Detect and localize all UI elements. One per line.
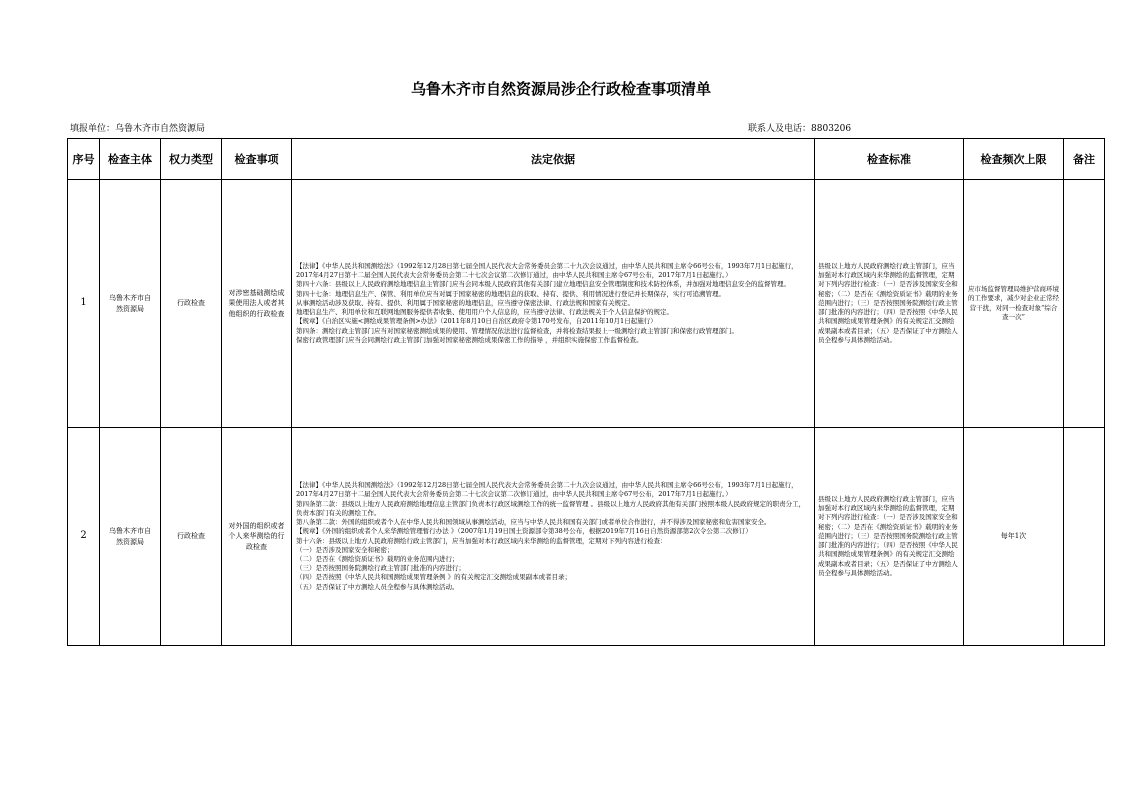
row-standard: 县级以上地方人民政府测绘行政主管部门，应当加强对本行政区域内来华测绘的监督管理，定期对下列内容进行检查：（一）是否涉及国家安全和秘密；（二）是否在《测绘资质证书》载明的业务范围内进行；（三）是否按照国务院测绘行政主管部门批准的内容进行；（四）是否按照《中华人民共和国测绘成果管理条例》的有关规定汇交测绘成果副本或者目录；（五）是否保证了中方测绘人员全程参与具体测绘活动。: [815, 428, 964, 646]
row-subject: 乌鲁木齐市自然资源局: [100, 180, 161, 428]
contact-info: [748, 121, 851, 134]
row-subject: 乌鲁木齐市自然资源局: [100, 428, 161, 646]
row-note: [1064, 428, 1105, 646]
header-seq: 序号: [68, 139, 100, 180]
fill-unit: [70, 121, 205, 134]
row-item: 对涉密基础测绘成果使用法人或者其他组织的行政检查: [222, 180, 292, 428]
table-row: [68, 180, 1105, 428]
row-power-type: 行政检查: [161, 428, 222, 646]
row-legal-basis: 【法律】《中华人民共和国测绘法》（1992年12月28日第七届全国人民代表大会常务委员会第二十九次会议通过，由中华人民共和国主席令66号公布，1993年7月1日起施行，2017年4月27日第十二届全国人民代表大会常务委员会第二十七次会议第二次修订通过，由中华人民共和国主席令67号公布，2017年7月1日起施行。） 第四条第二款：县级以上地方人民政府测绘地理信息主管部门负责本行政区域测绘工作的统一监督管理 。县级以上地方人民政府其他有关部门按照本级人民政府规定的职责分工，负责本部门有关的测绘工作。 第八条第二款：外国的组织或者个人在中华人民共和国领域从事测绘活动，应当与中华人民共和国有关部门或者单位合作进行，并不得涉及国家秘密和危害国家安全。 【规章】《外国的组织或者个人来华测绘管理暂行办法 》（2007年1月19日国土资源部令第38号公布，根据2019年7月16日自然资源部第2次令公第二次修订） 第十六条：县级以上地方人民政府测绘行政主管部门，应当加强对本行政区域内来华测绘的监督管理，定期对下列内容进行检查： （一）是否涉及国家安全和秘密； （二）是否在《测绘资质证书》载明的业务范围内进行； （三）是否按照国务院测绘行政主管部门批准的内容进行； （四）是否按照《中华人民共和国测绘成果管理条例 》的有关规定汇交测绘成果副本或者目录； （五）是否保证了中方测绘人员全程参与具体测绘活动。: [292, 428, 815, 646]
row-item: 对外国的组织或者个人来华测绘的行政检查: [222, 428, 292, 646]
row-standard: 县级以上地方人民政府测绘行政主管部门，应当加强对本行政区域内来华测绘的监督管理，定期对下列内容进行检查：（一）是否涉及国家安全和秘密；（二）是否在《测绘资质证书》载明的业务范围内进行；（三）是否按照国务院测绘行政主管部门批准的内容进行；（四）是否按照《中华人民共和国测绘成果管理条例》的有关规定汇交测绘成果副本或者目录；（五）是否保证了中方测绘人员全程参与具体测绘活动。: [815, 180, 964, 428]
inspection-table: [67, 138, 1105, 646]
row-frequency: 应市场监督管理局维护营商环境的工作要求，减少对企业正常经营干扰，对同一检查对象“综合查一次”: [964, 180, 1064, 428]
row-power-type: 行政检查: [161, 180, 222, 428]
header-item: 检查事项: [222, 139, 292, 180]
table-row: [68, 428, 1105, 646]
header-row: [68, 139, 1105, 180]
header-subject: 检查主体: [100, 139, 161, 180]
header-power-type: 权力类型: [161, 139, 222, 180]
header-frequency: 检查频次上限: [964, 139, 1064, 180]
row-legal-basis: 【法律】《中华人民共和国测绘法》（1992年12月28日第七届全国人民代表大会常务委员会第二十九次会议通过，由中华人民共和国主席令66号公布，1993年7月1日起施行，2017年4月27日第十二届全国人民代表大会常务委员会第二十七次会议第二次修订通过，由中华人民共和国主席令67号公布，2017年7月1日起施行。） 第四十六条：县级以上人民政府测绘地理信息主管部门应当会同本级人民政府其他有关部门建立地理信息安全管理制度和技术防控体系，并加强对地理信息安全的监督管理。 第四十七条：地理信息生产、保管、利用单位应当对属于国家秘密的地理信息的获取、持有、提供、利用情况进行登记并长期保存，实行可追溯管理。 从事测绘活动涉及获取、持有、提供、利用属于国家秘密的地理信息，应当遵守保密法律、行政法规和国家有关规定。 地理信息生产、利用单位和互联网地图服务提供者收集、使用用户个人信息的，应当遵守法律、行政法规关于个人信息保护的规定。 【规章】《自治区实施<测绘成果管理条例>办法》（2011年8月10日自治区政府令第170号发布，自2011年10月1日起施行） 第四条：测绘行政主管部门应当对国家秘密测绘成果的使用、管理情况依法进行监督检查，并将检查结果报上一级测绘行政主管部门和保密行政管理部门。 保密行政管理部门应当会同测绘行政主管部门加强对国家秘密测绘成果保密工作的指导 ，并组织实施保密工作监督检查。: [292, 180, 815, 428]
row-note: [1064, 180, 1105, 428]
contact-value: 8803206: [811, 124, 852, 134]
page-title: 乌鲁木齐市自然资源局涉企行政检查事项清单: [410, 80, 711, 98]
row-seq: 2: [68, 428, 100, 646]
fill-unit-label: 填报单位：: [70, 124, 116, 134]
fill-unit-value: 乌鲁木齐市自然资源局: [115, 124, 206, 134]
row-seq: 1: [68, 180, 100, 428]
contact-label: 联系人及电话：: [748, 124, 812, 134]
row-frequency: 每年1次: [964, 428, 1064, 646]
header-note: 备注: [1064, 139, 1105, 180]
header-standard: 检查标准: [815, 139, 964, 180]
header-legal-basis: 法定依据: [292, 139, 815, 180]
